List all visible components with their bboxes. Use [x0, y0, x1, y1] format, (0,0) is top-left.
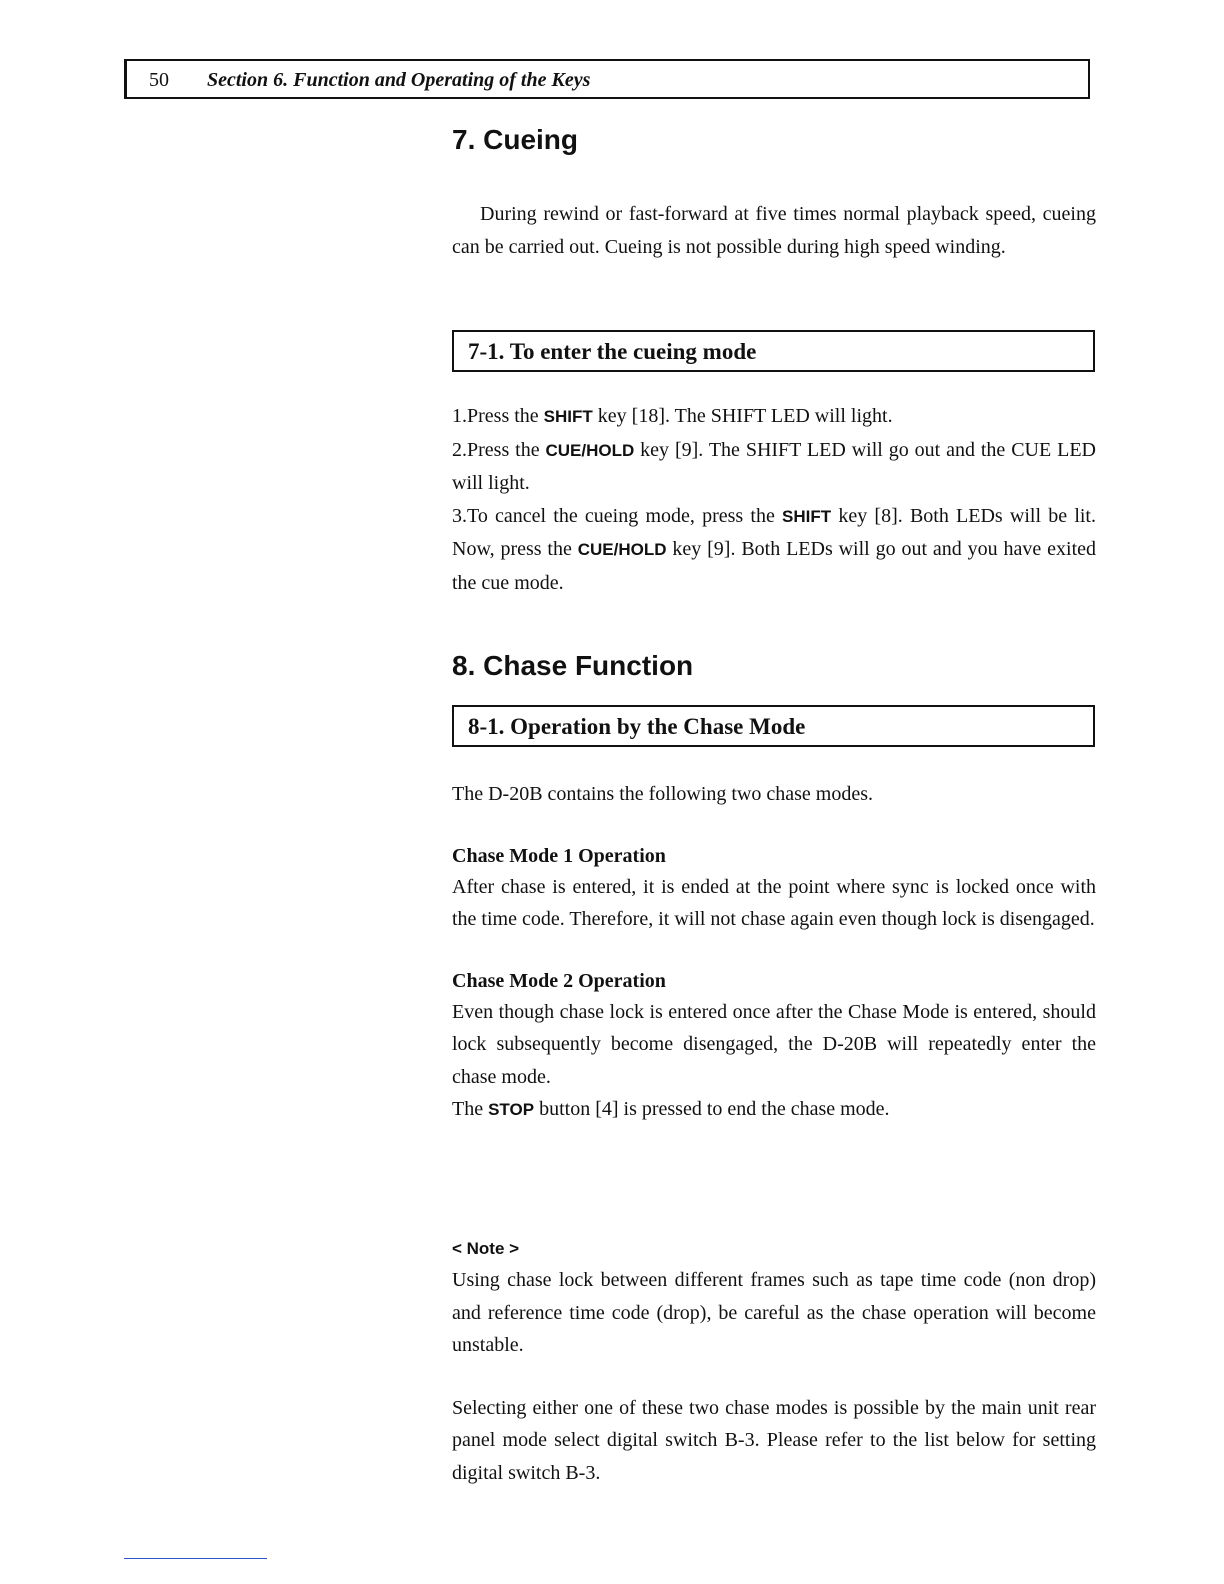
- chase-function-heading: 8. Chase Function: [452, 650, 694, 681]
- subsection-8-1-title: 8-1. Operation by the Chase Mode: [468, 714, 806, 739]
- subsection-8-1-box: [452, 705, 1095, 747]
- cueing-intro: During rewind or fast-forward at five times normal playback speed, cueing can be carried out. Cueing is not possible during high speed winding.: [452, 203, 1096, 258]
- cueing-steps: [452, 400, 1096, 599]
- chase-body: [452, 778, 1096, 1127]
- note-text: Using chase lock between different frames such as tape time code (non drop) and reference time code (drop), be careful as the chase operation will become unstable.: [452, 1269, 1096, 1356]
- shift-key-label: SHIFT: [782, 506, 832, 526]
- section-title: Section 6. Function and Operating of the Keys: [207, 69, 591, 91]
- mode-1-text: After chase is entered, it is ended at the point where sync is locked once with the time code. Therefore, it will not chase again even though lock is disengaged.: [452, 875, 1096, 930]
- mode-2-text: Even though chase lock is entered once after the Chase Mode is entered, should lock subsequently become disengaged, the D-20B will repeatedly enter the chase mode.: [452, 1000, 1096, 1088]
- mode-2-title: Chase Mode 2 Operation: [452, 969, 666, 992]
- section-7: [452, 124, 1096, 156]
- chase-intro: The D-20B contains the following two chase modes.: [452, 783, 874, 805]
- note-label: < Note >: [452, 1239, 520, 1258]
- cue-hold-key-label: CUE/HOLD: [577, 540, 667, 559]
- step-1: 1.Press the SHIFT key [18]. The SHIFT LED will light.: [452, 405, 893, 427]
- subsection-7-1-title: 7-1. To enter the cueing mode: [468, 339, 757, 364]
- page-number: 50: [149, 69, 169, 91]
- step-2: 2.Press the CUE/HOLD key [9]. The SHIFT LED will go out and the CUE LED will light.: [452, 438, 1096, 494]
- note-block: [452, 1234, 1096, 1489]
- step-3: 3.To cancel the cueing mode, press the SHIFT key [8]. Both LEDs will be lit. Now, press the CUE/HOLD key [9]. Both LEDs will go out and you have exited the cue mode.: [452, 504, 1097, 594]
- stop-instruction: The STOP button [4] is pressed to end the chase mode.: [452, 1098, 890, 1120]
- stop-key-label: STOP: [488, 1100, 535, 1119]
- footer-rule: [124, 1558, 267, 1559]
- subsection-7-1-box: [452, 330, 1095, 372]
- page-header: [124, 59, 1090, 99]
- final-text: Selecting either one of these two chase modes is possible by the main unit rear panel mode select digital switch B-3. Please refer to the list below for setting digital switch B-3.: [452, 1396, 1096, 1484]
- mode-1-title: Chase Mode 1 Operation: [452, 844, 666, 867]
- section-8: [452, 650, 1096, 682]
- cueing-heading: 7. Cueing: [452, 124, 579, 155]
- shift-key-label: SHIFT: [543, 407, 593, 426]
- cue-hold-key-label: CUE/HOLD: [545, 440, 635, 460]
- cueing-intro-block: [452, 198, 1096, 263]
